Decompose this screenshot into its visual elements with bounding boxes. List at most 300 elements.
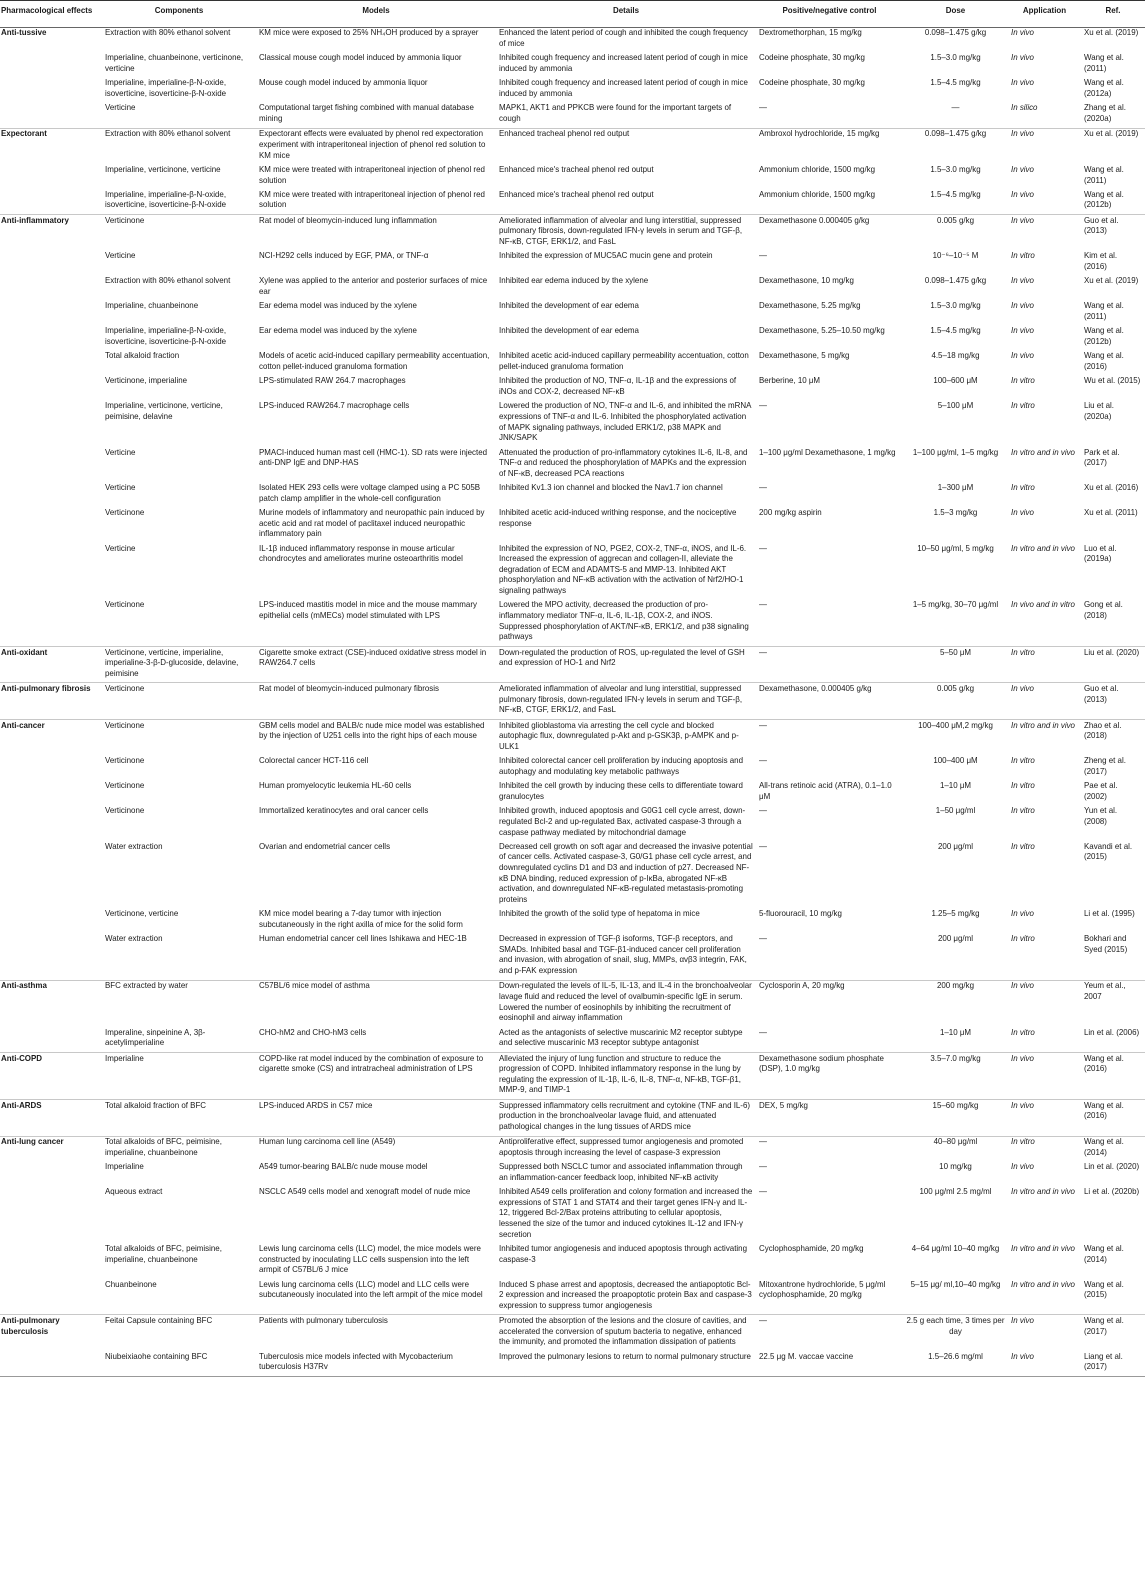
cell-ref: Wang et al. (2011) xyxy=(1084,301,1124,322)
table-row xyxy=(0,376,1145,401)
cell-ref: Guo et al. (2013) xyxy=(1081,215,1145,251)
cell-components: Verticine xyxy=(105,103,136,113)
cell-components: Verticine xyxy=(105,543,136,553)
cell-effect xyxy=(0,376,102,401)
cell-application: In vitro xyxy=(1011,1027,1035,1037)
cell-components: Verticinone xyxy=(105,600,145,610)
cell-dose: 100–400 μM,2 mg/kg xyxy=(903,719,1008,755)
cell-details: Inhibited the growth of the solid type of hepatoma in mice xyxy=(499,909,700,919)
cell-models: Ear edema model was induced by the xylene xyxy=(259,301,417,311)
cell-details: Inhibited glioblastoma via arresting the cell cycle and blocked autophagic flux, downregulated p-Akt and p-GSK3β, p-AMPK and p-ULK1 xyxy=(496,719,756,755)
table-row xyxy=(0,1027,1145,1052)
cell-models: NCI-H292 cells induced by EGF, PMA, or TNF-α xyxy=(259,251,429,261)
cell-details: Inhibited ear edema induced by the xylene xyxy=(499,276,649,286)
cell-control: 22.5 μg M. vaccae vaccine xyxy=(756,1351,903,1376)
cell-effect xyxy=(0,1351,102,1376)
cell-application: In vivo xyxy=(1011,78,1034,88)
cell-effect: Anti-ARDS xyxy=(0,1099,102,1136)
cell-dose: 1.5–26.6 mg/ml xyxy=(903,1351,1008,1376)
cell-effect xyxy=(0,1162,102,1187)
cell-details: Alleviated the injury of lung function and structure to reduce the progression of COPD. Inhibited inflammatory response in the lung by regulating the expression of IL-1β, IL-6, IL-8, TNF-α, NF-kB, TGF-β1, MMP-9, and TIMP-1 xyxy=(496,1052,756,1099)
table-body xyxy=(0,27,1145,1376)
cell-dose: 5–100 μM xyxy=(937,401,974,411)
cell-models: Mouse cough model induced by ammonia liquor xyxy=(259,78,428,88)
cell-application: In vivo xyxy=(1011,351,1034,361)
cell-ref: Gong et al. (2018) xyxy=(1084,600,1123,621)
cell-control: Dexamethasone 0.000405 g/kg xyxy=(756,215,903,251)
cell-effect: Anti-tussive xyxy=(1,28,47,38)
table-row xyxy=(0,215,1145,251)
cell-effect: Anti-asthma xyxy=(0,980,102,1027)
cell-application: In vivo xyxy=(1011,301,1034,311)
cell-components: Water extraction xyxy=(105,934,163,944)
cell-control: Codeine phosphate, 30 mg/kg xyxy=(759,78,865,88)
column-header-dose: Dose xyxy=(903,1,1008,28)
cell-control: Berberine, 10 μM xyxy=(759,376,821,386)
cell-control: Cyclosporin A, 20 mg/kg xyxy=(756,980,903,1027)
cell-details: Inhibited A549 cells proliferation and colony formation and increased the expressions of STAT 1 and STAT4 and their target genes IFN-γ and IL-12, triggered Bcl-2/Bax proteins attributing to cellular apoptosis, lessened the size of the tumor and induced cytokines IL-12 and IFN-γ secretion xyxy=(499,1187,753,1239)
cell-details: Enhanced mice's tracheal phenol red output xyxy=(499,189,654,199)
cell-components: BFC extracted by water xyxy=(102,980,256,1027)
cell-ref: Wang et al. (2014) xyxy=(1084,1244,1124,1264)
cell-components: Extraction with 80% ethanol solvent xyxy=(105,276,231,286)
cell-dose: 1.5–3.0 mg/kg xyxy=(930,164,981,174)
cell-dose: 1.5–4.5 mg/kg xyxy=(930,326,981,336)
column-header-models: Models xyxy=(256,1,496,28)
cell-effect xyxy=(0,78,102,103)
cell-components: Imperialine, chuanbeinone xyxy=(105,301,199,311)
cell-dose: 1–5 mg/kg, 30–70 μg/ml xyxy=(912,600,999,610)
cell-details: Enhanced the latent period of cough and inhibited the cough frequency of mice xyxy=(499,28,748,48)
table-row xyxy=(0,351,1145,376)
cell-components: Total alkaloid fraction of BFC xyxy=(102,1099,256,1136)
cell-details: Improved the pulmonary lesions to return to normal pulmonary structure xyxy=(496,1351,756,1376)
cell-components: Extraction with 80% ethanol solvent xyxy=(102,128,256,164)
cell-models: Xylene was applied to the anterior and posterior surfaces of mice ear xyxy=(259,276,488,297)
cell-models: C57BL/6 mice model of asthma xyxy=(256,980,496,1027)
cell-details: Suppressed both NSCLC tumor and associated inflammation through an inflammation-cancer feedback loop, inhibited NF-κB activity xyxy=(499,1162,743,1182)
cell-components: Verticinone xyxy=(102,683,256,720)
table-row xyxy=(0,189,1145,214)
table-row xyxy=(0,1279,1145,1315)
cell-models: KM mice model bearing a 7-day tumor with injection subcutaneously in the right axilla of mice for the solid form xyxy=(259,909,463,929)
cell-models: LPS-stimulated RAW 264.7 macrophages xyxy=(259,376,406,386)
table-row xyxy=(0,507,1145,543)
cell-components: Imperialine, imperialine-β-N-oxide, isoverticine, isoverticine-β-N-oxide xyxy=(105,326,227,346)
table-row xyxy=(0,326,1145,351)
cell-control: — xyxy=(759,934,767,944)
cell-ref: Wang et al. (2011) xyxy=(1084,164,1124,185)
cell-application: In vitro xyxy=(1011,483,1035,493)
cell-dose: 10–50 μg/ml, 5 mg/kg xyxy=(917,543,994,553)
cell-models: Human lung carcinoma cell line (A549) xyxy=(256,1136,496,1161)
cell-ref: Park et al. (2017) xyxy=(1084,447,1120,468)
cell-dose: 1.5–3 mg/kg xyxy=(933,508,978,518)
cell-ref: Kim et al. (2016) xyxy=(1084,251,1118,272)
cell-details: Suppressed inflammatory cells recruitment and cytokine (TNF and IL-6) production in the bronchoalveolar lavage fluid, and attenuated pathological changes in the lung tissues of ARDS mice xyxy=(496,1099,756,1136)
cell-components: Extraction with 80% ethanol solvent xyxy=(105,28,231,38)
table-row xyxy=(0,646,1145,683)
cell-dose: 0.098–1.475 g/kg xyxy=(924,28,987,38)
cell-components: Chuanbeinone xyxy=(105,1279,157,1289)
table-row xyxy=(0,53,1145,78)
cell-dose: 0.005 g/kg xyxy=(903,215,1008,251)
cell-dose: 40–80 μg/ml xyxy=(903,1136,1008,1161)
cell-application: In vivo xyxy=(1008,980,1081,1027)
cell-ref: Wang et al. (2012a) xyxy=(1084,78,1124,98)
cell-ref: Yun et al. (2008) xyxy=(1084,806,1118,826)
cell-control: Dextromethorphan, 15 mg/kg xyxy=(759,28,862,38)
cell-models: Expectorant effects were evaluated by phenol red expectoration experiment with intraperitoneal injection of phenol red solution to KM mice xyxy=(256,128,496,164)
cell-dose: 3.5–7.0 mg/kg xyxy=(903,1052,1008,1099)
cell-effect xyxy=(0,1279,102,1315)
cell-components: Imperialine xyxy=(102,1052,256,1099)
cell-control: — xyxy=(759,103,767,113)
column-header-effects: Pharmacological effects xyxy=(0,1,102,28)
cell-ref: Wang et al. (2012b) xyxy=(1084,326,1124,346)
cell-details: Inhibited the expression of MUC5AC mucin gene and protein xyxy=(499,251,713,261)
cell-application: In vivo xyxy=(1008,683,1081,720)
cell-ref: Wang et al. (2014) xyxy=(1081,1136,1145,1161)
table-row xyxy=(0,1136,1145,1161)
table-row xyxy=(0,543,1145,600)
table-row xyxy=(0,600,1145,647)
cell-application: In vitro and in vivo xyxy=(1011,1244,1075,1254)
cell-components: Feitai Capsule containing BFC xyxy=(102,1315,256,1351)
cell-effect: Anti-cancer xyxy=(0,719,102,755)
cell-components: Imperaline, sinpeinine A, 3β-acetylimperialine xyxy=(105,1027,206,1048)
cell-application: In silico xyxy=(1011,103,1038,113)
cell-control: — xyxy=(759,543,767,553)
cell-control: — xyxy=(756,1315,903,1351)
cell-ref: Wang et al. (2016) xyxy=(1084,351,1124,371)
cell-ref: Lin et al. (2020) xyxy=(1084,1162,1140,1172)
cell-components: Verticinone xyxy=(105,806,145,816)
cell-control: Codeine phosphate, 30 mg/kg xyxy=(759,53,865,63)
cell-application: In vivo xyxy=(1011,164,1034,174)
cell-application: In vitro xyxy=(1011,841,1035,851)
table-row xyxy=(0,806,1145,842)
cell-dose: 5–15 μg/ ml,10–40 mg/kg xyxy=(910,1279,1001,1289)
cell-application: In vivo xyxy=(1011,508,1034,518)
cell-control: Ambroxol hydrochloride, 15 mg/kg xyxy=(756,128,903,164)
cell-effect: Anti-inflammatory xyxy=(0,215,102,251)
cell-application: In vivo xyxy=(1011,909,1034,919)
table-header xyxy=(0,1,1145,28)
cell-models: KM mice were treated with intraperitoneal injection of phenol red solution xyxy=(259,164,485,185)
cell-dose: 0.005 g/kg xyxy=(903,683,1008,720)
cell-models: A549 tumor-bearing BALB/c nude mouse model xyxy=(259,1162,428,1172)
cell-application: In vivo xyxy=(1008,1315,1081,1351)
table-row xyxy=(0,781,1145,806)
cell-application: In vivo xyxy=(1008,1052,1081,1099)
cell-details: Inhibited the cell growth by inducing these cells to differentiate toward granulocytes xyxy=(499,781,743,801)
cell-details: Attenuated the production of pro-inflammatory cytokines IL-6, IL-8, and TNF-α and reduced the phosphorylation of MAPKs and the expression of NF-κB, decreased PCA reactions xyxy=(499,447,748,478)
cell-details: Ameliorated inflammation of alveolar and lung interstitial, suppressed pulmonary fibrosis, down-regulated IFN-γ levels in serum and TGF-β, NF-κB, CTGF, ERK1/2, and FasL xyxy=(496,683,756,720)
cell-control: — xyxy=(756,1136,903,1161)
table-row xyxy=(0,719,1145,755)
table-row xyxy=(0,482,1145,507)
cell-models: PMACI-induced human mast cell (HMC-1). SD rats were injected anti-DNP IgE and DNP-HAS xyxy=(259,447,488,468)
cell-models: NSCLC A549 cells model and xenograft model of nude mice xyxy=(259,1187,471,1197)
cell-effect: Expectorant xyxy=(0,128,102,164)
column-header-ref: Ref. xyxy=(1081,1,1145,28)
cell-effect xyxy=(0,401,102,447)
cell-models: Models of acetic acid-induced capillary permeability accentuation, cotton pellet-induced granuloma formation xyxy=(259,351,490,371)
cell-ref: Xu et al. (2016) xyxy=(1084,483,1139,493)
cell-components: Verticinone xyxy=(105,756,145,766)
cell-effect xyxy=(0,1243,102,1279)
cell-dose: 2.5 g each time, 3 times per day xyxy=(903,1315,1008,1351)
cell-ref: Wang et al. (2011) xyxy=(1084,53,1124,73)
cell-dose: 1–100 μg/ml, 1–5 mg/kg xyxy=(912,447,999,457)
cell-dose: 1–50 μg/ml xyxy=(935,806,976,816)
cell-control: Dexamethasone sodium phosphate (DSP), 1.0 mg/kg xyxy=(756,1052,903,1099)
cell-models: Human endometrial cancer cell lines Ishikawa and HEC-1B xyxy=(259,934,467,944)
cell-control: Dexamethasone, 10 mg/kg xyxy=(759,276,854,286)
cell-ref: Xu et al. (2019) xyxy=(1081,128,1145,164)
table-row xyxy=(0,933,1145,980)
table-row xyxy=(0,164,1145,189)
cell-effect xyxy=(0,600,102,647)
cell-dose: 200 μg/ml xyxy=(937,841,974,851)
table-row xyxy=(0,78,1145,103)
cell-components: Total alkaloid fraction xyxy=(105,351,180,361)
cell-ref: Yeum et al., 2007 xyxy=(1081,980,1145,1027)
cell-ref: Pae et al. (2002) xyxy=(1084,781,1118,801)
cell-application: In vivo xyxy=(1011,276,1034,286)
cell-control: — xyxy=(756,646,903,683)
cell-details: Down-regulated the production of ROS, up-regulated the level of GSH and expression of HO-1 and Nrf2 xyxy=(496,646,756,683)
cell-details: Enhanced mice's tracheal phenol red output xyxy=(499,164,654,174)
cell-control: — xyxy=(759,1027,767,1037)
cell-components: Verticinone xyxy=(105,508,145,518)
cell-components: Verticinone xyxy=(102,215,256,251)
cell-ref: Xu et al. (2011) xyxy=(1084,508,1138,518)
cell-control: — xyxy=(759,841,767,851)
cell-components: Imperialine, chuanbeinone, verticinone, verticine xyxy=(105,53,244,73)
cell-application: In vitro xyxy=(1011,756,1035,766)
table-row xyxy=(0,683,1145,720)
cell-models: Patients with pulmonary tuberculosis xyxy=(256,1315,496,1351)
cell-details: Acted as the antagonists of selective muscarinic M2 receptor subtype and selective muscarinic M3 receptor subtype antagonist xyxy=(499,1027,743,1048)
cell-application: In vivo and in vitro xyxy=(1011,600,1075,610)
cell-details: MAPK1, AKT1 and PPKCB were found for the important targets of cough xyxy=(499,103,732,123)
cell-effect: Anti-pulmonary fibrosis xyxy=(0,683,102,720)
cell-details: Induced S phase arrest and apoptosis, decreased the antiapoptotic Bcl-2 expression and increased the proapoptotic protein Bax and caspase-3 expression to suppress tumor angiogenesis xyxy=(499,1279,752,1310)
cell-application: In vivo xyxy=(1008,215,1081,251)
cell-control: All-trans retinoic acid (ATRA), 0.1–1.0 μM xyxy=(759,781,892,801)
cell-application: In vitro xyxy=(1008,646,1081,683)
cell-details: Promoted the absorption of the lesions and the closure of cavities, and accelerated the conversion of sputum bacteria to negative, enhanced the immunity, and promoted the inflammation dissipation of patients xyxy=(496,1315,756,1351)
cell-effect xyxy=(0,482,102,507)
cell-dose: 4–64 μg/ml 10–40 mg/kg xyxy=(911,1244,1000,1254)
cell-details: Inhibited colorectal cancer cell proliferation by inducing apoptosis and autophagy and modulating key metabolic pathways xyxy=(499,756,744,776)
cell-models: COPD-like rat model induced by the combination of exposure to cigarette smoke (CS) and intratracheal administration of LPS xyxy=(256,1052,496,1099)
cell-dose: 200 μg/ml xyxy=(937,934,974,944)
cell-application: In vitro xyxy=(1011,376,1035,386)
cell-components: Verticinone, verticine xyxy=(105,909,179,919)
cell-ref: Luo et al. (2019a) xyxy=(1084,543,1117,564)
cell-details: Decreased cell growth on soft agar and decreased the invasive potential of cancer cells. Activated caspase-3, G0/G1 phase cell cycle arrest, and downregulated cyclins D1 and D3 and induction of p27. Decreased NF-κB DNA binding, reduced expression of p-IκBa, abrogated NF-κB activation, and downregulated NF-κB-regulated metastasis-promoting proteins xyxy=(499,841,753,904)
cell-models: Computational target fishing combined with manual database mining xyxy=(259,103,474,123)
cell-application: In vivo xyxy=(1008,128,1081,164)
cell-effect xyxy=(0,447,102,483)
cell-control: Ammonium chloride, 1500 mg/kg xyxy=(759,189,876,199)
cell-dose: 10⁻⁶–10⁻⁵ M xyxy=(932,251,979,261)
cell-control: 1–100 μg/ml Dexamethasone, 1 mg/kg xyxy=(759,447,896,457)
cell-control: 200 mg/kg aspirin xyxy=(759,508,822,518)
cell-ref: Kavandi et al. (2015) xyxy=(1084,841,1133,862)
cell-ref: Zhang et al. (2020a) xyxy=(1084,103,1126,123)
cell-ref: Zheng et al. (2017) xyxy=(1084,756,1126,776)
cell-control: Dexamethasone, 5.25–10.50 mg/kg xyxy=(759,326,885,336)
cell-details: Decreased in expression of TGF-β isoforms, TGF-β receptors, and SMADs. Inhibited basal and TGF-β1-induced cancer cell proliferation and invasion, with abrogation of snail, slug, MMPs, αvβ3 integrin, FAK, and p-FAK expression xyxy=(499,934,747,976)
cell-effect xyxy=(0,543,102,600)
cell-ref: Xu et al. (2019) xyxy=(1084,276,1139,286)
cell-details: Inhibited Kv1.3 ion channel and blocked the Nav1.7 ion channel xyxy=(499,483,723,493)
cell-control: Mitoxantrone hydrochloride, 5 μg/ml cyclophosphamide, 20 mg/kg xyxy=(759,1279,886,1300)
cell-application: In vitro and in vivo xyxy=(1011,1187,1075,1197)
cell-models: GBM cells model and BALB/c nude mice model was established by the injection of U251 cells into the right hips of each mouse xyxy=(256,719,496,755)
cell-components: Verticinone, imperialine xyxy=(105,376,188,386)
cell-effect xyxy=(0,326,102,351)
cell-details: Ameliorated inflammation of alveolar and lung interstitial, suppressed pulmonary fibrosis, down-regulated IFN-γ levels in serum and TGF-β, NF-κB, CTGF, ERK1/2, and FasL xyxy=(496,215,756,251)
cell-models: LPS-induced mastitis model in mice and the mouse mammary epithelial cells (mMECs) model stimulated with LPS xyxy=(259,600,477,621)
cell-control: — xyxy=(759,1162,767,1172)
cell-control: — xyxy=(759,401,767,411)
cell-ref: Wang et al. (2016) xyxy=(1081,1052,1145,1099)
cell-models: Murine models of inflammatory and neuropathic pain induced by acetic acid and rat model of paclitaxel induced neuropathic inflammatory pain xyxy=(259,508,485,539)
cell-dose: 200 mg/kg xyxy=(903,980,1008,1027)
cell-dose: 1.25–5 mg/kg xyxy=(931,909,980,919)
cell-effect: Anti-oxidant xyxy=(0,646,102,683)
cell-effect xyxy=(0,189,102,214)
cell-control: Dexamethasone, 5 mg/kg xyxy=(759,351,850,361)
cell-dose: 100–600 μM xyxy=(933,376,978,386)
cell-ref: Liu et al. (2020a) xyxy=(1084,401,1115,421)
table-row xyxy=(0,103,1145,128)
cell-components: Imperialine, verticinone, verticine, peimisine, delavine xyxy=(105,401,223,421)
cell-application: In vitro xyxy=(1011,251,1035,261)
cell-effect: Anti-lung cancer xyxy=(0,1136,102,1161)
cell-control: — xyxy=(759,251,767,261)
cell-components: Verticine xyxy=(105,447,136,457)
cell-details: Inhibited the development of ear edema xyxy=(499,301,639,311)
cell-effect xyxy=(0,164,102,189)
table-row xyxy=(0,1099,1145,1136)
cell-control: — xyxy=(756,719,903,755)
cell-models: Ear edema model was induced by the xylene xyxy=(259,326,417,336)
table-row xyxy=(0,1351,1145,1376)
cell-control: Ammonium chloride, 1500 mg/kg xyxy=(759,164,876,174)
cell-dose: 15–60 mg/kg xyxy=(903,1099,1008,1136)
table-row xyxy=(0,908,1145,933)
cell-ref: Liang et al. (2017) xyxy=(1081,1351,1145,1376)
cell-models: Lewis lung carcinoma cells (LLC) model and LLC cells were subcutaneously inoculated into the left armpit of the mice model xyxy=(259,1279,483,1300)
cell-details: Antiproliferative effect, suppressed tumor angiogenesis and promoted apoptosis through increasing the level of caspase-3 expression xyxy=(496,1136,756,1161)
cell-application: In vitro and in vivo xyxy=(1011,1279,1075,1289)
cell-effect xyxy=(0,806,102,842)
cell-application: In vitro xyxy=(1011,934,1035,944)
cell-application: In vitro and in vivo xyxy=(1011,447,1075,457)
cell-application: In vitro xyxy=(1008,1136,1081,1161)
cell-control: — xyxy=(759,1187,767,1197)
cell-application: In vitro and in vivo xyxy=(1011,543,1075,553)
cell-models: Rat model of bleomycin-induced lung inflammation xyxy=(256,215,496,251)
cell-application: In vivo xyxy=(1011,1162,1034,1172)
cell-effect xyxy=(0,841,102,908)
cell-dose: 100 μg/ml 2.5 mg/ml xyxy=(919,1187,992,1197)
column-header-application: Application xyxy=(1008,1,1081,28)
cell-effect xyxy=(0,276,102,301)
cell-control: Dexamethasone, 5.25 mg/kg xyxy=(759,301,861,311)
table-row xyxy=(0,841,1145,908)
cell-effect xyxy=(0,251,102,276)
cell-components: Water extraction xyxy=(105,841,163,851)
cell-effect: Anti-COPD xyxy=(0,1052,102,1099)
cell-dose: 0.098–1.475 g/kg xyxy=(903,128,1008,164)
cell-components: Imperialine xyxy=(105,1162,144,1172)
column-header-details: Details xyxy=(496,1,756,28)
cell-details: Inhibited acetic acid-induced writhing response, and the nociceptive response xyxy=(499,508,737,528)
cell-dose: 4.5–18 mg/kg xyxy=(931,351,980,361)
table-row xyxy=(0,1315,1145,1351)
cell-models: Human promyelocytic leukemia HL-60 cells xyxy=(259,781,412,791)
cell-effect xyxy=(0,756,102,781)
cell-dose: 1–10 μM xyxy=(939,1027,972,1037)
cell-components: Total alkaloids of BFC, peimisine, imperialine, chuanbeinone xyxy=(105,1244,222,1264)
cell-control: — xyxy=(759,600,767,610)
cell-ref: Wang et al. (2016) xyxy=(1081,1099,1145,1136)
cell-application: In vitro and in vivo xyxy=(1008,719,1081,755)
cell-models: Tuberculosis mice models infected with Mycobacterium tuberculosis H37Rv xyxy=(256,1351,496,1376)
table-row xyxy=(0,301,1145,326)
cell-details: Inhibited tumor angiogenesis and induced apoptosis through activating caspase-3 xyxy=(499,1244,747,1264)
cell-models: Classical mouse cough model induced by ammonia liquor xyxy=(259,53,462,63)
cell-components: Verticinone, verticine, imperialine, imperialine-3-β-D-glucoside, delavine, peimisine xyxy=(102,646,256,683)
cell-control: — xyxy=(759,483,767,493)
cell-models: CHO-hM2 and CHO-hM3 cells xyxy=(259,1027,367,1037)
cell-details: Down-regulated the levels of IL-5, IL-13, and IL-4 in the bronchoalveolar lavage fluid and reduced the level of ovalbumin-specific IgE in serum. Lowered the number of eosinophils by inhibiting the recruitment of eosinophil and airway inflammation xyxy=(496,980,756,1027)
cell-ref: Bokhari and Syed (2015) xyxy=(1084,934,1128,954)
cell-control: — xyxy=(759,756,767,766)
cell-effect xyxy=(0,1186,102,1243)
cell-ref: Guo et al. (2013) xyxy=(1081,683,1145,720)
cell-effect xyxy=(0,933,102,980)
cell-details: Lowered the production of NO, TNF-α and IL-6, and inhibited the mRNA expressions of TNF-α and IL-6. Inhibited the phosphorylated activation of MAPK signaling pathways, included ERK1/2, p38 MAPK and JNK/SAPK xyxy=(499,401,751,443)
cell-models: IL-1β induced inflammatory response in mouse articular chondrocytes and ameliorates murine osteoarthritis model xyxy=(259,543,463,564)
cell-dose: 1.5–3.0 mg/kg xyxy=(930,301,981,311)
cell-models: Immortalized keratinocytes and oral cancer cells xyxy=(259,806,429,816)
cell-effect xyxy=(0,301,102,326)
table-row xyxy=(0,128,1145,164)
table-row xyxy=(0,1052,1145,1099)
cell-components: Verticine xyxy=(105,251,136,261)
cell-ref: Liu et al. (2020) xyxy=(1081,646,1145,683)
table-row xyxy=(0,251,1145,276)
cell-components: Verticinone xyxy=(105,781,145,791)
column-header-components: Components xyxy=(102,1,256,28)
cell-effect xyxy=(0,103,102,128)
cell-models: Lewis lung carcinoma cells (LLC) model, the mice models were constructed by inoculating LLC cells suspension into the left armpit of C57BL/6 J mice xyxy=(259,1244,481,1275)
cell-ref: Wang et al. (2017) xyxy=(1081,1315,1145,1351)
table-row xyxy=(0,1186,1145,1243)
cell-effect xyxy=(0,908,102,933)
cell-application: In vivo xyxy=(1011,28,1034,38)
cell-components: Niubeixiaohe containing BFC xyxy=(102,1351,256,1376)
cell-effect xyxy=(0,781,102,806)
